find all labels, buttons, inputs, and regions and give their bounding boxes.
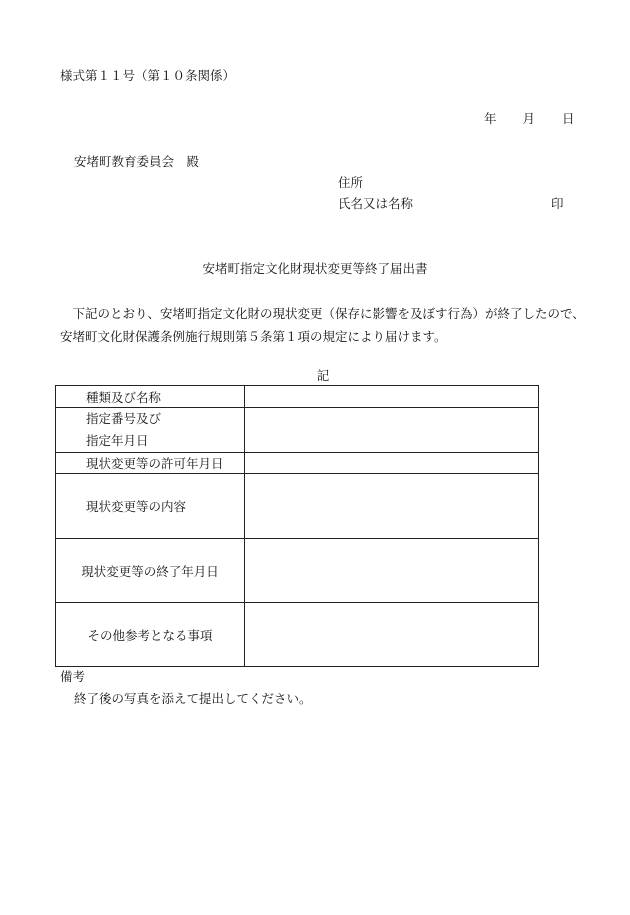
- body-paragraph: [60, 302, 585, 348]
- date-month-label: 月: [522, 111, 536, 126]
- date-day-label: 日: [562, 111, 575, 126]
- row-value[interactable]: [245, 474, 539, 539]
- form-number: 様式第１１号（第１０条関係）: [60, 68, 236, 83]
- body-line-2: 安堵町文化財保護条例施行規則第５条第１項の規定により届けます。: [60, 329, 447, 344]
- row-label: 現状変更等の終了年月日: [56, 539, 245, 603]
- form-table: [55, 385, 539, 667]
- row-label: 種類及び名称: [56, 386, 245, 408]
- body-line-1: 下記のとおり、安堵町指定文化財の現状変更（保存に影響を及ぼす行為）が終了したので、: [60, 306, 585, 321]
- row-label: その他参考となる事項: [56, 603, 245, 667]
- ki-heading: 記: [316, 368, 330, 383]
- row-value[interactable]: [245, 453, 539, 474]
- table-row: [56, 453, 539, 474]
- seal-mark: 印: [551, 196, 564, 211]
- remarks-text: 終了後の写真を添えて提出してください。: [74, 691, 312, 706]
- row-label: 現状変更等の内容: [56, 474, 245, 539]
- address-label: 住所: [338, 175, 364, 190]
- row-value[interactable]: [245, 408, 539, 453]
- table-row: [56, 408, 539, 453]
- addressee: 安堵町教育委員会 殿: [74, 154, 200, 169]
- table-row: [56, 603, 539, 667]
- name-label: 氏名又は名称: [338, 196, 414, 211]
- table-row: [56, 474, 539, 539]
- row-value[interactable]: [245, 539, 539, 603]
- row-label: [56, 408, 245, 453]
- table-row: [56, 539, 539, 603]
- remarks-heading: 備考: [60, 669, 86, 684]
- row-label: 現状変更等の許可年月日: [56, 453, 245, 474]
- date-line: [484, 111, 575, 127]
- row-value[interactable]: [245, 603, 539, 667]
- document-title: 安堵町指定文化財現状変更等終了届出書: [202, 261, 428, 276]
- row-label-line2: 指定年月日: [86, 433, 149, 448]
- row-label-line1: 指定番号及び: [86, 411, 162, 426]
- date-year-label: 年: [484, 111, 497, 126]
- table-row: [56, 386, 539, 408]
- row-value[interactable]: [245, 386, 539, 408]
